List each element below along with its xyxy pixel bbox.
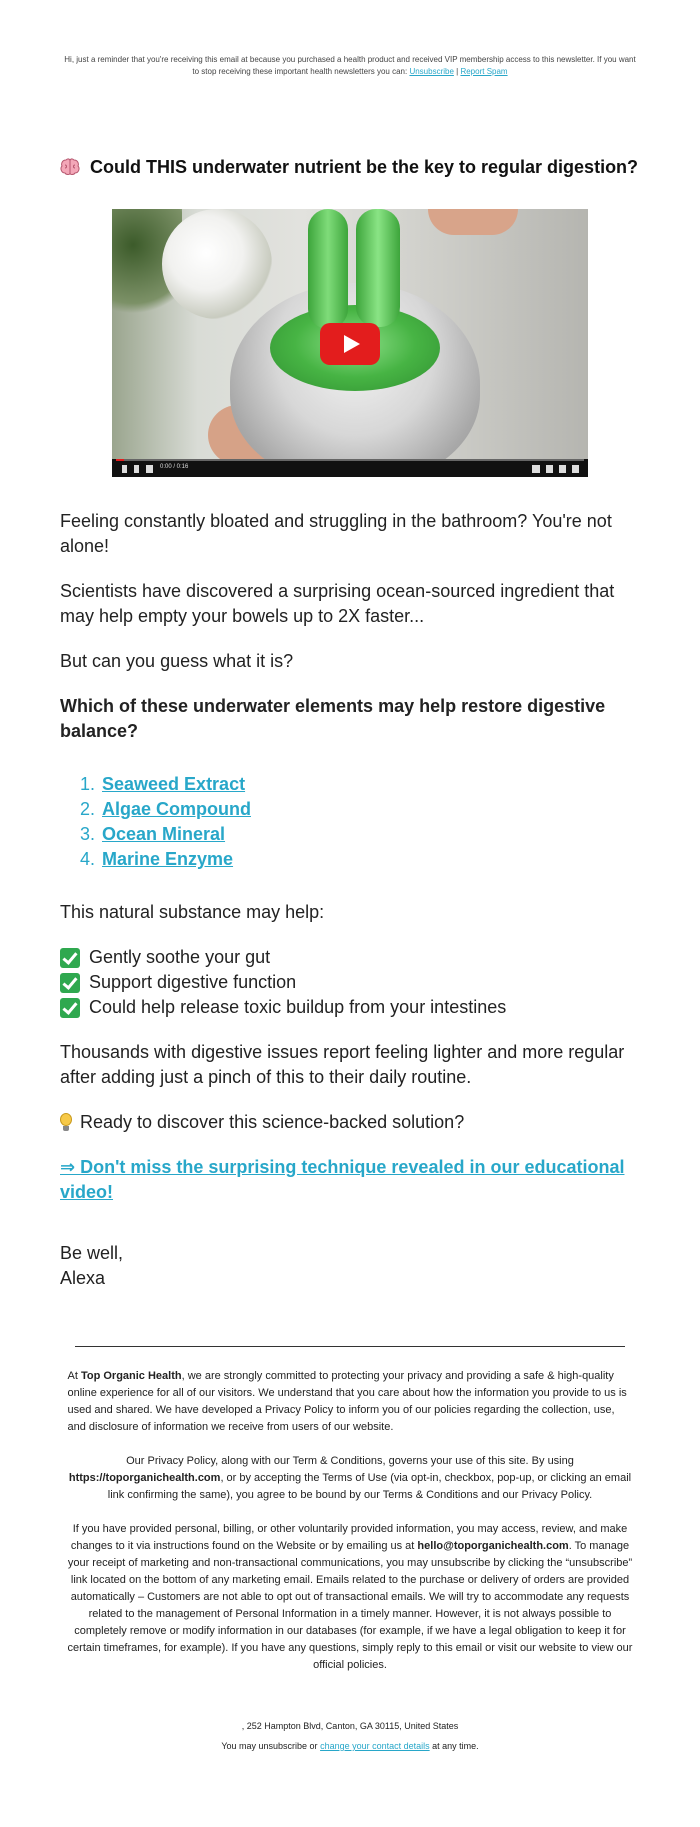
lightbulb-icon — [60, 1113, 72, 1133]
captions-icon[interactable] — [532, 465, 540, 473]
option-link[interactable]: Seaweed Extract — [102, 774, 246, 794]
signoff: Be well, — [60, 1243, 124, 1263]
check-icon — [60, 998, 80, 1018]
video-controls — [112, 459, 588, 477]
guess-paragraph: But can you guess what it is? — [60, 651, 294, 671]
next-icon[interactable] — [134, 465, 139, 473]
legal-paragraph: If you have provided personal, billing, or other voluntarily provided information, you may access, review, and make changes to it via instructions found on the Website or by emailing us at hello@toporganichealth.com. To manage your receipt of marketing and non-transactional communications, you may unsubscribe by clicking the “unsubscribe” link located on the bottom of any marketing email. Emails related to the purchase or delivery of orders are provided automatically – Customers are not able to opt out of transactional emails. We will try to accommodate any requests related to the management of Personal Information in a timely manner. However, it is not always possible to completely remove or modify information in our databases (for example, if we have a legal obligation to keep it for certain timeframes, for example). If you have any questions, simply reply to this email or visit our website to view our official policies. — [67, 1523, 633, 1671]
ready-text: Ready to discover this science-backed solution? — [80, 1112, 465, 1132]
cta-link[interactable]: ⇒ Don't miss the surprising technique revealed in our educational video! — [60, 1157, 625, 1202]
play-icon[interactable] — [320, 323, 380, 365]
brain-icon — [60, 158, 80, 176]
headline-text: Could THIS underwater nutrient be the key to regular digestion? — [90, 157, 639, 177]
video-slime-strand — [356, 209, 400, 327]
main-content — [60, 155, 640, 1291]
question-heading: Which of these underwater elements may help restore digestive balance? — [60, 696, 606, 741]
video-time: 0:00 / 0:16 — [160, 464, 189, 470]
signature-name: Alexa — [60, 1268, 106, 1288]
list-item — [100, 847, 640, 872]
video-flowers — [162, 209, 272, 319]
option-link[interactable]: Ocean Mineral — [102, 824, 226, 844]
footer — [0, 1719, 700, 1754]
list-item — [60, 970, 640, 995]
unsubscribe-link[interactable]: Unsubscribe — [409, 67, 454, 76]
fullscreen-icon[interactable] — [572, 465, 579, 473]
discovery-paragraph: Scientists have discovered a surprising ocean-sourced ingredient that may help empty your bowels up to 2X faster... — [60, 581, 615, 626]
preheader-separator: | — [456, 67, 459, 76]
signature-block — [60, 1241, 640, 1291]
video-slime-strand — [308, 209, 348, 329]
miniplayer-icon[interactable] — [546, 465, 553, 473]
option-link[interactable]: Marine Enzyme — [102, 849, 234, 869]
benefit-text: Gently soothe your gut — [89, 947, 271, 967]
preheader-text: Hi, just a reminder that you're receiving this email at because you purchased a health product and received VIP membership access to this newsletter. If you want to stop receiving these important health newsletters you can: — [64, 55, 636, 76]
report-spam-link[interactable]: Report Spam — [460, 67, 508, 76]
legal-section — [68, 1368, 633, 1674]
divider — [75, 1346, 625, 1347]
list-item — [100, 772, 640, 797]
video-fingers — [428, 209, 518, 235]
options-list — [60, 772, 640, 872]
footer-address: , 252 Hampton Blvd, Canton, GA 30115, United States — [241, 1721, 459, 1731]
list-item — [60, 945, 640, 970]
cta — [60, 1155, 640, 1205]
testimonial-paragraph: Thousands with digestive issues report feeling lighter and more regular after adding just a pinch of this to their daily routine. — [60, 1042, 625, 1087]
video-thumbnail[interactable] — [112, 209, 588, 477]
video-progress[interactable] — [116, 459, 584, 461]
check-icon — [60, 948, 80, 968]
brand-name: Top Organic Health — [80, 1370, 182, 1382]
list-item — [60, 995, 640, 1020]
headline — [60, 155, 640, 179]
legal-paragraph: Our Privacy Policy, along with our Term & Conditions, governs your use of this site. By using https://toporganichealth.com, or by accepting the Terms of Use (via opt-in, checkbox, pop-up, or clicking an email link confirming the same), you agree to be bound by our Terms & Conditions and our Privacy Policy. — [68, 1455, 632, 1501]
benefit-text: Support digestive function — [89, 972, 297, 992]
intro-paragraph: Feeling constantly bloated and struggling in the bathroom? You're not alone! — [60, 511, 612, 556]
option-link[interactable]: Algae Compound — [102, 799, 251, 819]
settings-icon[interactable] — [559, 465, 566, 473]
contact-email: hello@toporganichealth.com — [417, 1540, 569, 1552]
list-item — [100, 822, 640, 847]
footer-unsubscribe-line: You may unsubscribe or change your contact details at any time. — [221, 1741, 479, 1751]
preheader — [60, 0, 640, 78]
play-control-icon[interactable] — [122, 465, 127, 473]
benefits-list — [60, 945, 640, 1020]
change-contact-details-link[interactable]: change your contact details — [320, 1741, 430, 1751]
benefit-text: Could help release toxic buildup from your intestines — [89, 997, 507, 1017]
helps-intro: This natural substance may help: — [60, 902, 325, 922]
check-icon — [60, 973, 80, 993]
legal-paragraph: At Top Organic Health, we are strongly committed to protecting your privacy and providing a safe & high-quality online experience for all of our visitors. We understand that you care about how the information you provide to us is used and shared. We have developed a Privacy Policy to inform you of our policies regarding the collection, use, and disclosure of information we receive from users of our website. — [67, 1370, 627, 1433]
list-item — [100, 797, 640, 822]
volume-icon[interactable] — [146, 465, 153, 473]
site-url: https://toporganichealth.com — [68, 1472, 221, 1484]
ready-line — [60, 1110, 640, 1135]
